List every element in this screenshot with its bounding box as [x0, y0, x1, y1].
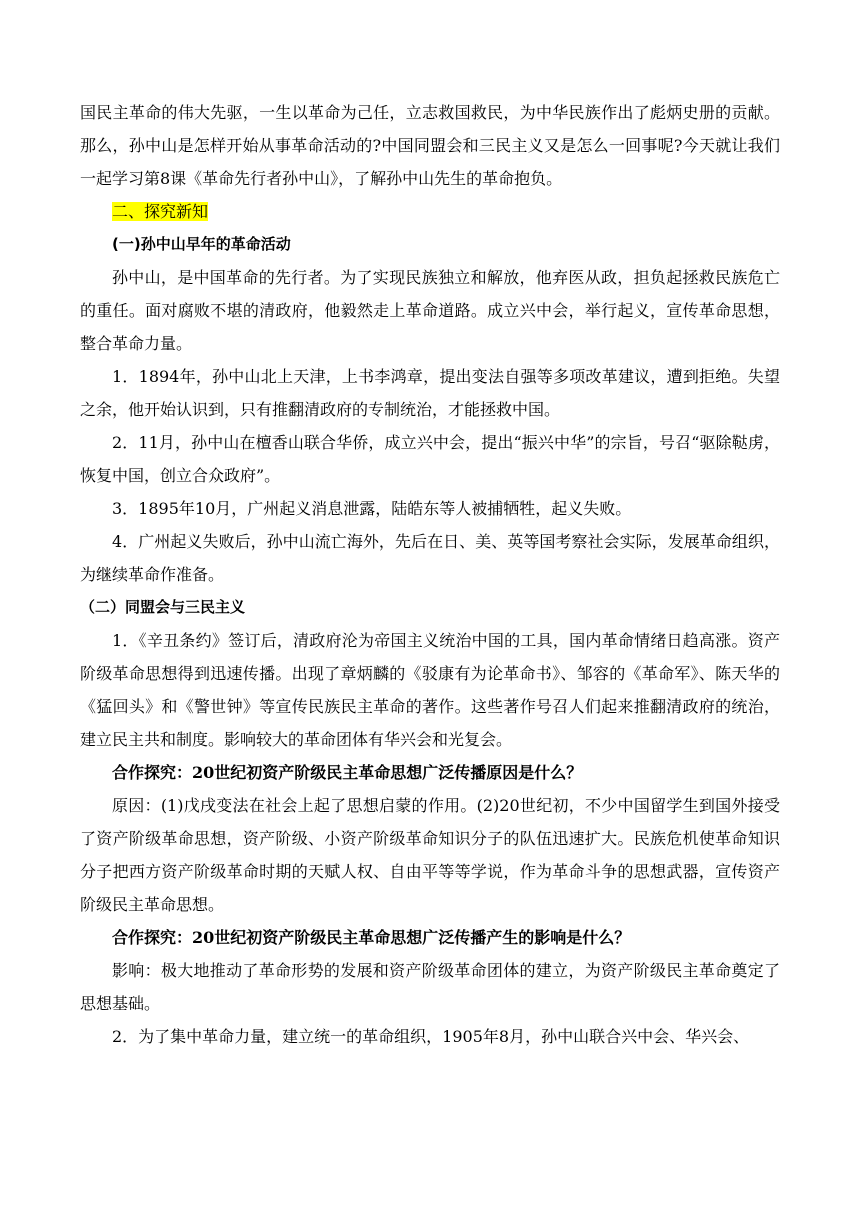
section-heading	[80, 195, 780, 228]
subsection-heading-1: (一)孙中山早年的革命活动	[112, 235, 291, 253]
list-item: 1．1894年，孙中山北上天津，上书李鸿章，提出变法自强等多项改革建议，遭到拒绝。失望之余，他开始认识到，只有推翻清政府的专制统治，才能拯救中国。	[80, 367, 780, 419]
section-heading-label: 二、探究新知	[112, 202, 209, 221]
list-item: 2．11月，孙中山在檀香山联合华侨，成立兴中会，提出“振兴中华”的宗旨，号召“驱除鞑虏，恢复中国，创立合众政府”。	[80, 433, 780, 485]
cooperative-question: 合作探究：20世纪初资产阶级民主革命思想广泛传播原因是什么？	[112, 763, 583, 782]
answer-paragraph: 影响：极大地推动了革命形势的发展和资产阶级革命团体的建立，为资产阶级民主革命奠定了思想基础。	[80, 961, 780, 1013]
paragraph: 2．为了集中革命力量，建立统一的革命组织，1905年8月，孙中山联合兴中会、华兴会、	[112, 1027, 750, 1046]
answer-paragraph: 原因：(1)戊戌变法在社会上起了思想启蒙的作用。(2)20世纪初，不少中国留学生到国外接受了资产阶级革命思想，资产阶级、小资产阶级革命知识分子的队伍迅速扩大。民族危机使革命知识分子把西方资产阶级革命时期的天赋人权、自由平等等学说，作为革命斗争的思想武器，宣传资产阶级民主革命思想。	[80, 796, 780, 914]
subsection-heading-2: （二）同盟会与三民主义	[80, 598, 246, 616]
list-item: 4．广州起义失败后，孙中山流亡海外，先后在日、美、英等国考察社会实际，发展革命组织，为继续革命作准备。	[80, 532, 780, 584]
intro-paragraph: 国民主革命的伟大先驱，一生以革命为己任，立志救国救民，为中华民族作出了彪炳史册的贡献。那么，孙中山是怎样开始从事革命活动的?中国同盟会和三民主义又是怎么一回事呢?今天就让我们一起学习第8课《革命先行者孙中山》，了解孙中山先生的革命抱负。	[80, 103, 780, 188]
paragraph: 1．《辛丑条约》签订后，清政府沦为帝国主义统治中国的工具，国内革命情绪日趋高涨。资产阶级革命思想得到迅速传播。出现了章炳麟的《驳康有为论革命书》、邹容的《革命军》、陈天华的《猛回头》和《警世钟》等宣传民族民主革命的著作。这些著作号召人们起来推翻清政府的统治，建立民主共和制度。影响较大的革命团体有华兴会和光复会。	[80, 631, 780, 749]
document-page	[80, 96, 780, 1053]
cooperative-question: 合作探究：20世纪初资产阶级民主革命思想广泛传播产生的影响是什么？	[112, 928, 631, 947]
list-item: 3．1895年10月，广州起义消息泄露，陆皓东等人被捕牺牲，起义失败。	[112, 499, 632, 518]
subsection-1-lead: 孙中山，是中国革命的先行者。为了实现民族独立和解放，他弃医从政，担负起拯救民族危亡的重任。面对腐败不堪的清政府，他毅然走上革命道路。成立兴中会，举行起义，宣传革命思想，整合革命力量。	[80, 268, 780, 353]
